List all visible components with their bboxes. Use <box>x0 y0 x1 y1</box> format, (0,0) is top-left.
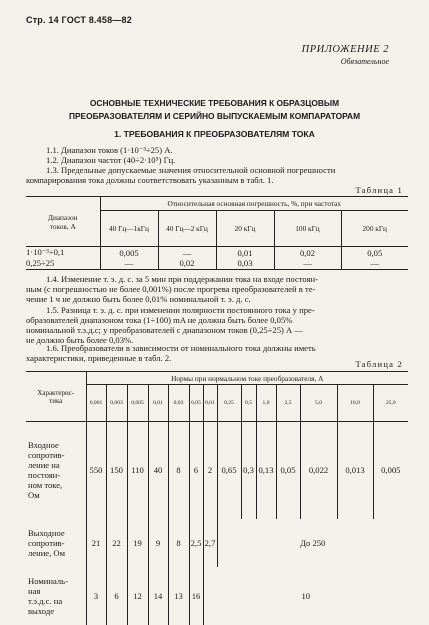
table-row <box>26 519 408 567</box>
table-2-current-header: 0,03 <box>168 385 189 422</box>
paragraph-1-6-line-2: характеристики, приведенные в табл. 2. <box>26 353 172 363</box>
table-2-current-header: 2,5 <box>276 385 300 422</box>
table-2-row-label <box>26 422 86 519</box>
paragraph-1-4-line-1: 1.4. Изменение т. э. д. с. за 5 мин при поддержании тока на входе постоян- <box>46 274 318 284</box>
paragraph-1-5-line-4: не должно быть более 0,03%. <box>26 335 134 345</box>
table-1-freq-header: 20 кГц <box>216 211 274 247</box>
table-1-col0-line-1: Диапазон <box>47 212 78 222</box>
table-1-cell: 0,02 <box>274 247 341 259</box>
table-2-col0-line-2: тика <box>49 396 63 405</box>
paragraph-1-6-line-1: 1.6. Преобразователи в зависимости от номинального тока должны иметь <box>46 343 316 353</box>
table-1-col0-line-2: токов, А <box>49 221 76 231</box>
table-2 <box>26 371 408 625</box>
table-row <box>26 422 408 519</box>
label-line: Выходное <box>28 527 65 538</box>
table-2-cell: 3 <box>86 567 106 625</box>
table-2-current-header: 0,05 <box>189 385 203 422</box>
table-2-merged-cell: До 250 <box>300 537 326 548</box>
table-2-cell: 0,3 <box>241 422 256 519</box>
paragraph-1-1: 1.1. Диапазон токов (1·10⁻³÷25) А. <box>46 145 173 155</box>
table-2-current-header: 5,0 <box>300 385 337 422</box>
paragraph-1-5-line-1: 1.5. Разница т. э. д. с. при изменении полярности постоянного тока у пре- <box>46 305 315 315</box>
appendix-title: ПРИЛОЖЕНИЕ 2 <box>301 44 389 55</box>
table-2-cell: 8 <box>168 519 189 567</box>
label-line: сопротив- <box>28 450 65 461</box>
table-2-current-header: 1,0 <box>256 385 276 422</box>
table-2-cell: 21 <box>86 519 106 567</box>
table-1-cell: — <box>274 258 341 269</box>
label-line: Номиналь- <box>28 575 68 586</box>
table-2-cell: 22 <box>106 519 127 567</box>
table-1-cell: 0,03 <box>216 258 274 269</box>
table-row <box>26 258 408 269</box>
table-2-group-header: Нормы при нормальном токе преобразователя, А <box>86 372 408 385</box>
table-1-cell: 0,005 <box>100 247 158 259</box>
table-2-cell: 12 <box>127 567 148 625</box>
table-1-range-cell: 0,25÷25 <box>26 258 100 269</box>
table-2-cell: 2 <box>203 422 217 519</box>
table-1-group-header: Относительная основная погрешность, %, при частотах <box>100 197 408 211</box>
table-1-col0-header <box>26 197 100 247</box>
table-2-cell: 150 <box>106 422 127 519</box>
table-2-cell: 0,022 <box>300 422 337 519</box>
label-line: Входное <box>28 440 59 451</box>
table-2-current-header: 0,005 <box>127 385 148 422</box>
table-2-cell: 6 <box>189 422 203 519</box>
label-line: ление, Ом <box>28 547 66 558</box>
table-1-cell: — <box>100 258 158 269</box>
table-2-merged-cell: 10 <box>301 590 311 601</box>
table-2-cell: 0,005 <box>381 465 401 476</box>
table-2-col0-line-1: Характерис- <box>37 388 75 397</box>
appendix-subtitle: Обязательное <box>340 57 389 66</box>
table-2-row-label <box>26 519 86 567</box>
table-1-cell: 0,01 <box>216 247 274 259</box>
table-2-cell: 2,7 <box>203 519 217 567</box>
paragraph-1-3-line-1: 1.3. Предельные допускаемые значения относительной основной погрешности <box>46 165 336 175</box>
table-1-freq-header: 40 Гц—2 кГц <box>158 211 216 247</box>
label-line: ном токе, <box>28 480 63 491</box>
table-2-cell: 2,5 <box>189 519 203 567</box>
title-line-2: ПРЕОБРАЗОВАТЕЛЯМ И СЕРИЙНО ВЫПУСКАЕМЫМ КОМПАРАТОРАМ <box>68 111 361 121</box>
table-1-cell: 0,05 <box>367 247 383 258</box>
table-2-current-header: 10,0 <box>337 385 373 422</box>
table-2-cell: 9 <box>148 519 168 567</box>
label-line: ление на <box>28 460 60 471</box>
table-2-current-header: 0,25 <box>217 385 241 422</box>
label-line: т.э.д.с. на <box>28 595 63 606</box>
table-2-cell: 8 <box>168 422 189 519</box>
appendix-heading <box>302 44 389 66</box>
paragraph-1-3-line-2: компарирования тока должны соответствовать указанным в табл. 1. <box>26 175 274 185</box>
table-2-cell: 13 <box>168 567 189 625</box>
table-2-current-header: 0,5 <box>241 385 256 422</box>
table-2-cell: 14 <box>148 567 168 625</box>
table-1-cell: — <box>158 247 216 259</box>
paragraph-1-2: 1.2. Диапазон частот (40÷2·10⁵) Гц. <box>46 155 176 165</box>
table-2-cell: 0,65 <box>217 422 241 519</box>
section-heading: 1. ТРЕБОВАНИЯ К ПРЕОБРАЗОВАТЕЛЯМ ТОКА <box>114 129 315 139</box>
table-1-freq-header: 100 кГц <box>274 211 341 247</box>
label-line: ная <box>28 585 41 596</box>
table-2-caption: Таблица 2 <box>355 359 403 369</box>
table-1-cell: 0,02 <box>158 258 216 269</box>
table-2-cell: 6 <box>106 567 127 625</box>
table-2-current-header: 0,01 <box>203 385 217 422</box>
table-1-cell: — <box>341 258 408 269</box>
table-2-cell: 0,13 <box>256 422 276 519</box>
label-line: сопротив- <box>28 537 65 548</box>
label-line: Ом <box>28 490 40 501</box>
table-2-cell: 0,013 <box>337 422 373 519</box>
table-2-current-header: 0,01 <box>148 385 168 422</box>
table-2-current-header: 0,003 <box>106 385 127 422</box>
label-line: постоян- <box>28 470 61 481</box>
paragraph-1-5-line-3: номинальной т.э.д.с; у преобразователей с диапазоном токов (0,25÷25) А — <box>26 325 303 335</box>
table-1-range-cell: 1·10⁻³÷0,1 <box>26 247 100 259</box>
label-line: выходе <box>28 605 55 616</box>
table-1-freq-header: 200 кГц <box>341 211 408 247</box>
paragraph-1-4-line-3: чение 1 ч не должно быть более 0,01% номинальной т. э. д. с. <box>26 294 251 304</box>
document-title <box>20 97 409 123</box>
table-2-cell: 40 <box>148 422 168 519</box>
table-2-cell: 110 <box>127 422 148 519</box>
paragraph-1-4-line-2: ным (с погрешностью не более 0,001%) после прогрева преобразователей в те- <box>26 284 316 294</box>
table-2-current-header: 0,001 <box>86 385 106 422</box>
table-1-freq-header: 40 Гц—1кГц <box>100 211 158 247</box>
page-header: Стр. 14 ГОСТ 8.458—82 <box>26 15 132 25</box>
table-2-cell: 0,05 <box>276 422 300 519</box>
table-1 <box>26 196 408 270</box>
paragraph-1-5-line-2: образователей диапазоном тока (1÷100) mA не должна быть более 0,05% <box>26 315 293 325</box>
table-2-current-header: 25,0 <box>373 385 408 422</box>
table-2-cell: 16 <box>189 567 203 625</box>
table-row <box>26 247 408 259</box>
table-2-cell: 19 <box>127 519 148 567</box>
table-1-caption: Таблица 1 <box>355 185 403 195</box>
table-2-cell: 550 <box>86 422 106 519</box>
title-line-1: ОСНОВНЫЕ ТЕХНИЧЕСКИЕ ТРЕБОВАНИЯ К ОБРАЗЦОВЫМ <box>89 98 340 108</box>
table-2-col0-header <box>26 372 86 422</box>
